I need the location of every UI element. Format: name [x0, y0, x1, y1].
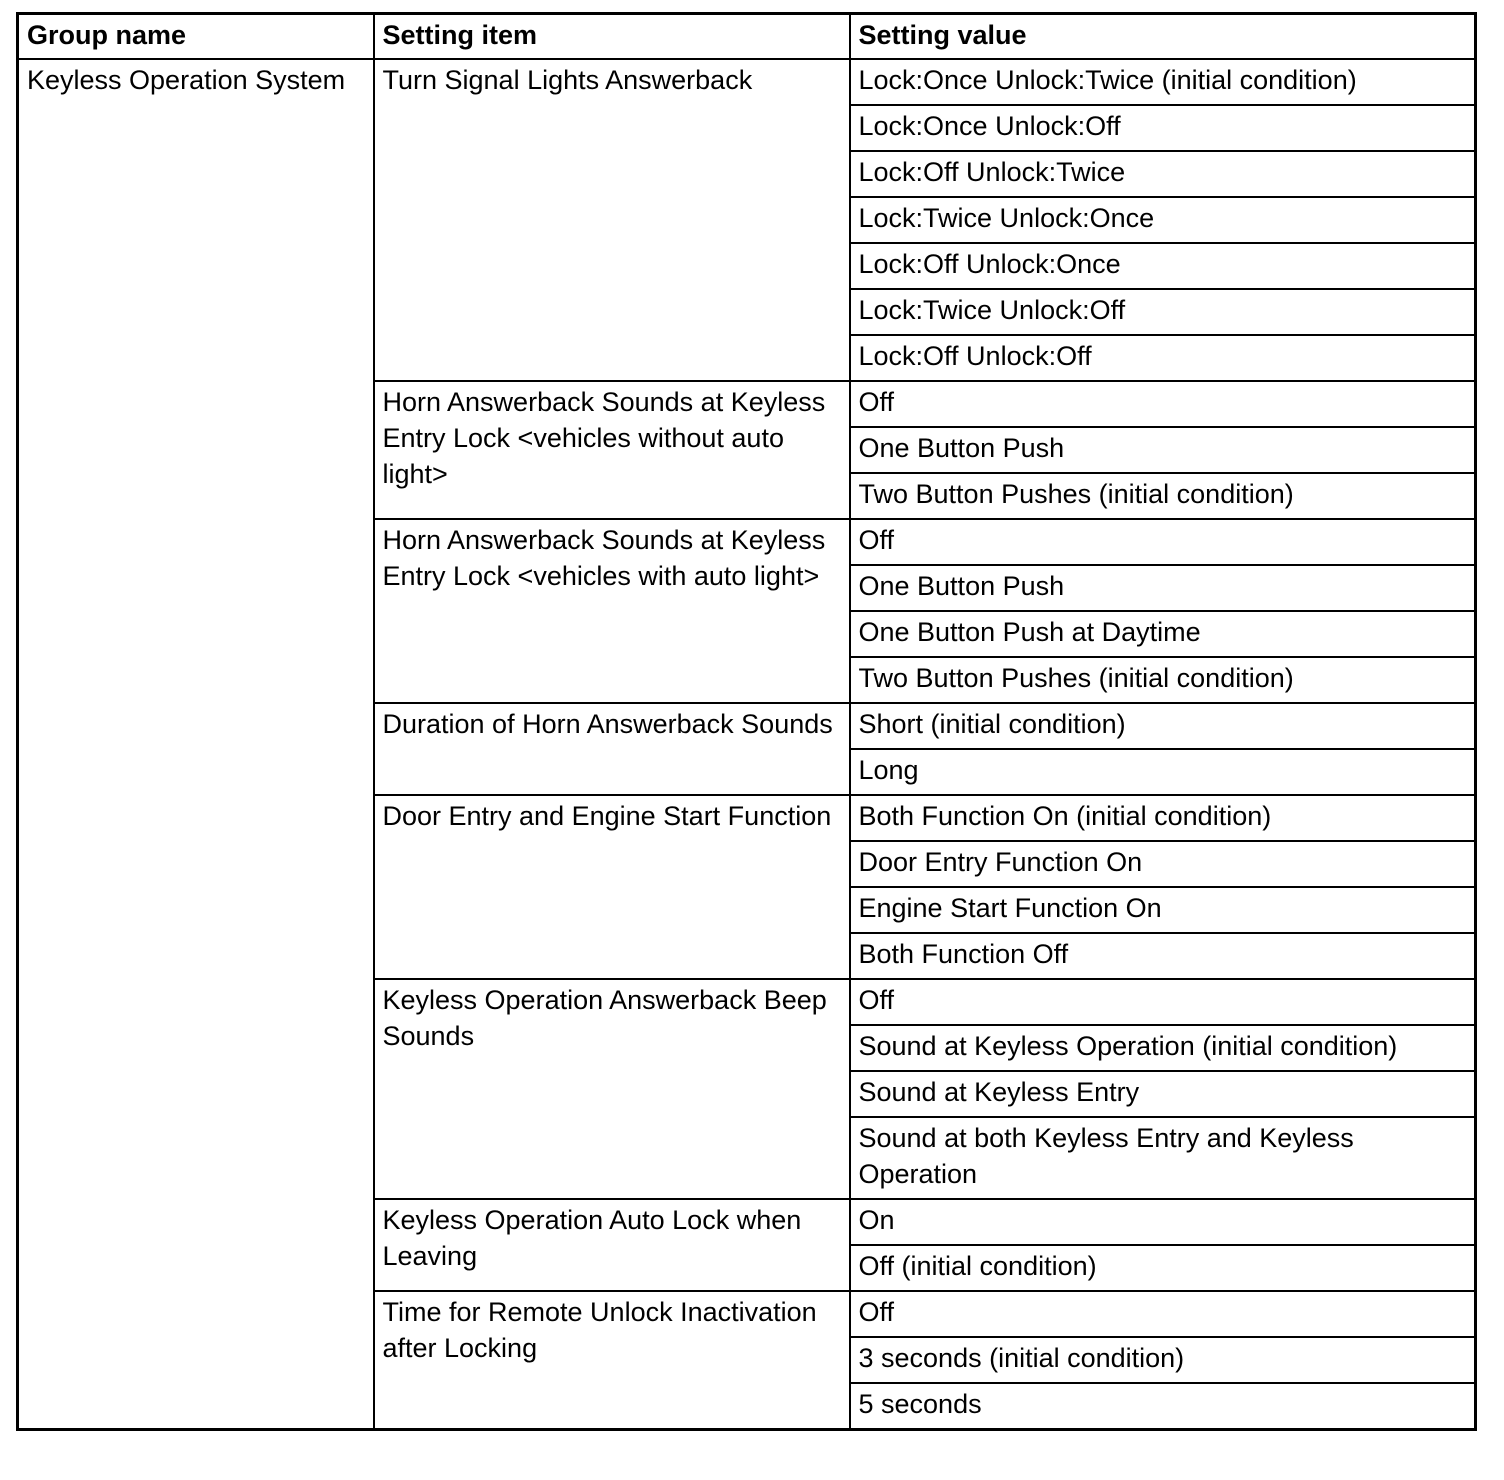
header-setting-item: Setting item [374, 14, 850, 60]
setting-value-cell: Both Function On (initial condition) [850, 795, 1476, 841]
setting-value-cell: On [850, 1199, 1476, 1245]
setting-value-cell: Short (initial condition) [850, 703, 1476, 749]
setting-item-cell: Door Entry and Engine Start Function [374, 795, 850, 979]
setting-value-cell: Lock:Twice Unlock:Once [850, 197, 1476, 243]
setting-value-cell: Sound at both Keyless Entry and Keyless Operation [850, 1117, 1476, 1199]
setting-value-cell: Off [850, 1291, 1476, 1337]
setting-value-cell: Both Function Off [850, 933, 1476, 979]
setting-value-cell: Off [850, 381, 1476, 427]
setting-value-cell: Long [850, 749, 1476, 795]
setting-value-cell: Off [850, 519, 1476, 565]
setting-value-cell: Two Button Pushes (initial condition) [850, 657, 1476, 703]
header-row [18, 14, 1476, 60]
setting-value-cell: Lock:Once Unlock:Twice (initial condition) [850, 59, 1476, 105]
setting-value-cell: 3 seconds (initial condition) [850, 1337, 1476, 1383]
setting-value-cell: Lock:Off Unlock:Twice [850, 151, 1476, 197]
setting-value-cell: Lock:Twice Unlock:Off [850, 289, 1476, 335]
setting-value-cell: Two Button Pushes (initial condition) [850, 473, 1476, 519]
setting-item-cell: Horn Answerback Sounds at Keyless Entry Lock <vehicles without auto light> [374, 381, 850, 519]
setting-value-cell: Sound at Keyless Entry [850, 1071, 1476, 1117]
table-row [18, 59, 1476, 105]
settings-table [16, 12, 1477, 1431]
setting-value-cell: Off (initial condition) [850, 1245, 1476, 1291]
setting-item-cell: Duration of Horn Answerback Sounds [374, 703, 850, 795]
setting-item-cell: Turn Signal Lights Answerback [374, 59, 850, 381]
setting-item-cell: Keyless Operation Answerback Beep Sounds [374, 979, 850, 1199]
setting-value-cell: One Button Push [850, 565, 1476, 611]
setting-item-cell: Time for Remote Unlock Inactivation after Locking [374, 1291, 850, 1430]
setting-value-cell: 5 seconds [850, 1383, 1476, 1430]
setting-value-cell: Door Entry Function On [850, 841, 1476, 887]
table-body [18, 59, 1476, 1430]
setting-value-cell: Off [850, 979, 1476, 1025]
header-group-name: Group name [18, 14, 374, 60]
setting-value-cell: Lock:Off Unlock:Once [850, 243, 1476, 289]
header-setting-value: Setting value [850, 14, 1476, 60]
setting-value-cell: Lock:Once Unlock:Off [850, 105, 1476, 151]
group-name-cell: Keyless Operation System [18, 59, 374, 1430]
setting-value-cell: Engine Start Function On [850, 887, 1476, 933]
setting-value-cell: One Button Push at Daytime [850, 611, 1476, 657]
setting-value-cell: One Button Push [850, 427, 1476, 473]
setting-item-cell: Horn Answerback Sounds at Keyless Entry Lock <vehicles with auto light> [374, 519, 850, 703]
setting-item-cell: Keyless Operation Auto Lock when Leaving [374, 1199, 850, 1291]
setting-value-cell: Lock:Off Unlock:Off [850, 335, 1476, 381]
setting-value-cell: Sound at Keyless Operation (initial condition) [850, 1025, 1476, 1071]
